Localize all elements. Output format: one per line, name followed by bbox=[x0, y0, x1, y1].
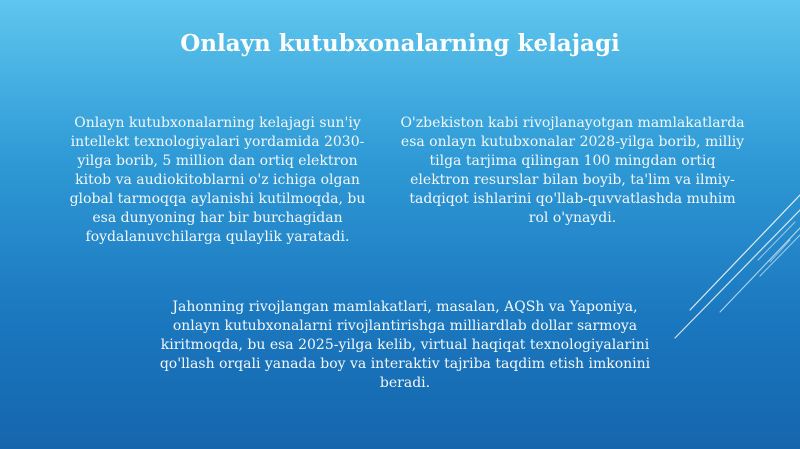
deco-line-2 bbox=[675, 210, 800, 338]
paragraph-right: O'zbekiston kabi rivojlanayotgan mamlakatlarda esa onlayn kutubxonalar 2028-yilga borib, milliy tilga tarjima qilingan 100 mingdan ortiq elektron resurslar bilan boyib, ta'lim va ilmiy-tadqiqot ishlarini qo'llab-quvvatlashda muhim rol o'ynaydi. bbox=[400, 115, 745, 226]
slide-title: Onlayn kutubxonalarning kelajagi bbox=[180, 30, 620, 57]
deco-line-3 bbox=[720, 228, 800, 312]
paragraph-left: Onlayn kutubxonalarning kelajagi sun'iy intellekt texnologiyalari yordamida 2030-yilga borib, 5 million dan ortiq elektron kitob va audiokitoblarni o'z ichiga olgan global tarmoqqa aylanishi kutilmoqda, bu esa dunyoning har bir burchagidan foydalanuvchilarga qulaylik yaratadi. bbox=[69, 115, 366, 245]
deco-line-4 bbox=[760, 235, 800, 276]
deco-line-6 bbox=[770, 240, 790, 262]
paragraph-bottom: Jahonning rivojlangan mamlakatlari, masalan, AQSh va Yaponiya, onlayn kutubxonalarni rivojlantirishga milliardlab dollar sarmoya kiritmoqda, bu esa 2025-yilga kelib, virtual haqiqat texnologiyalarini qo'llash orqali yanada boy va interaktiv tajriba taqdim etish imkonini beradi. bbox=[159, 299, 651, 391]
